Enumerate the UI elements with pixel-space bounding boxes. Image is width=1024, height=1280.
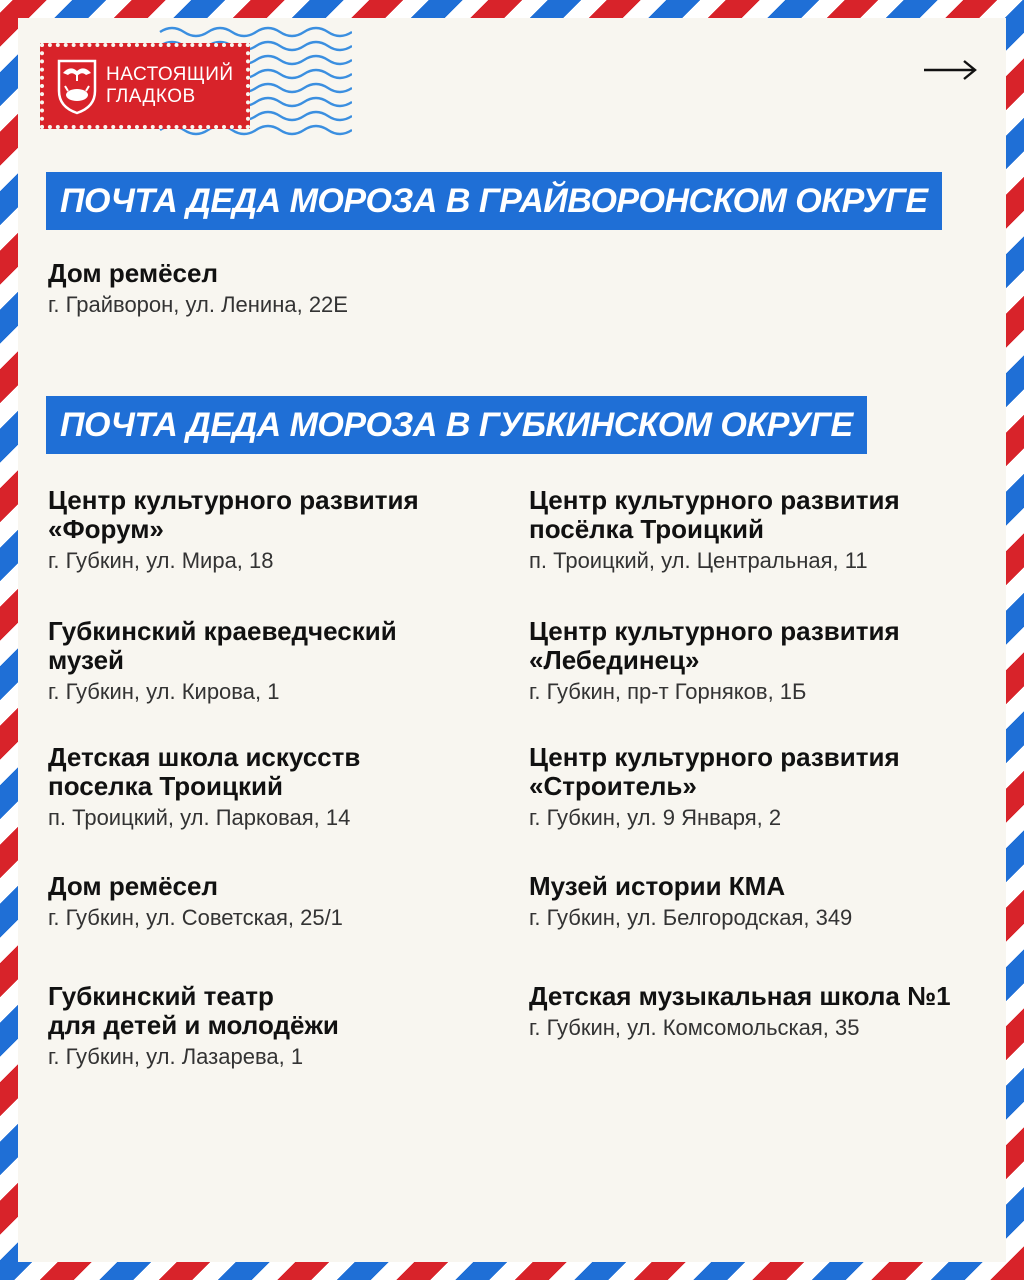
venue-address: г. Губкин, ул. Комсомольская, 35 — [529, 1015, 860, 1040]
venue-name: Музей истории КМА — [529, 871, 786, 901]
venue-item — [48, 982, 488, 1071]
venue-name: Центр культурного развития «Лебединец» — [529, 616, 900, 675]
venue-item — [48, 259, 488, 319]
venue-item — [529, 486, 989, 575]
venue-name: Центр культурного развития «Форум» — [48, 485, 419, 544]
venue-item — [48, 486, 488, 575]
venue-item — [529, 743, 989, 832]
section-title-grayvoron: ПОЧТА ДЕДА МОРОЗА В ГРАЙВОРОНСКОМ ОКРУГЕ — [46, 172, 942, 230]
venue-name: Центр культурного развития посёлка Троицкий — [529, 485, 900, 544]
venue-address: г. Губкин, ул. Белгородская, 349 — [529, 905, 853, 930]
venue-address: г. Грайворон, ул. Ленина, 22Е — [48, 292, 348, 317]
venue-name: Дом ремёсел — [48, 258, 218, 288]
venue-address: г. Губкин, пр-т Горняков, 1Б — [529, 679, 807, 704]
venue-address: г. Губкин, ул. 9 Января, 2 — [529, 805, 782, 830]
venue-name: Дом ремёсел — [48, 871, 218, 901]
venue-address: г. Губкин, ул. Советская, 25/1 — [48, 905, 343, 930]
coat-of-arms-icon — [56, 57, 98, 115]
venue-address: г. Губкин, ул. Кирова, 1 — [48, 679, 280, 704]
venue-item — [529, 617, 989, 706]
venue-address: п. Троицкий, ул. Парковая, 14 — [48, 805, 351, 830]
stamp-line-1: НАСТОЯЩИЙ — [106, 64, 234, 85]
stamp-line-2: ГЛАДКОВ — [106, 86, 196, 107]
venue-name: Детская музыкальная школа №1 — [529, 981, 951, 1011]
venue-item — [529, 872, 989, 932]
venue-name: Губкинский театр для детей и молодёжи — [48, 981, 339, 1040]
venue-address: п. Троицкий, ул. Центральная, 11 — [529, 548, 868, 573]
venue-name: Губкинский краеведческий музей — [48, 616, 397, 675]
venue-item — [529, 982, 989, 1042]
venue-name: Детская школа искусств поселка Троицкий — [48, 742, 361, 801]
venue-item — [48, 743, 488, 832]
venue-address: г. Губкин, ул. Лазарева, 1 — [48, 1044, 304, 1069]
arrow-right-icon[interactable] — [920, 56, 980, 84]
venue-name: Центр культурного развития «Строитель» — [529, 742, 900, 801]
venue-item — [48, 617, 488, 706]
venue-address: г. Губкин, ул. Мира, 18 — [48, 548, 274, 573]
venue-item — [48, 872, 488, 932]
section-title-gubkin: ПОЧТА ДЕДА МОРОЗА В ГУБКИНСКОМ ОКРУГЕ — [46, 396, 867, 454]
stamp-logo — [40, 43, 250, 129]
